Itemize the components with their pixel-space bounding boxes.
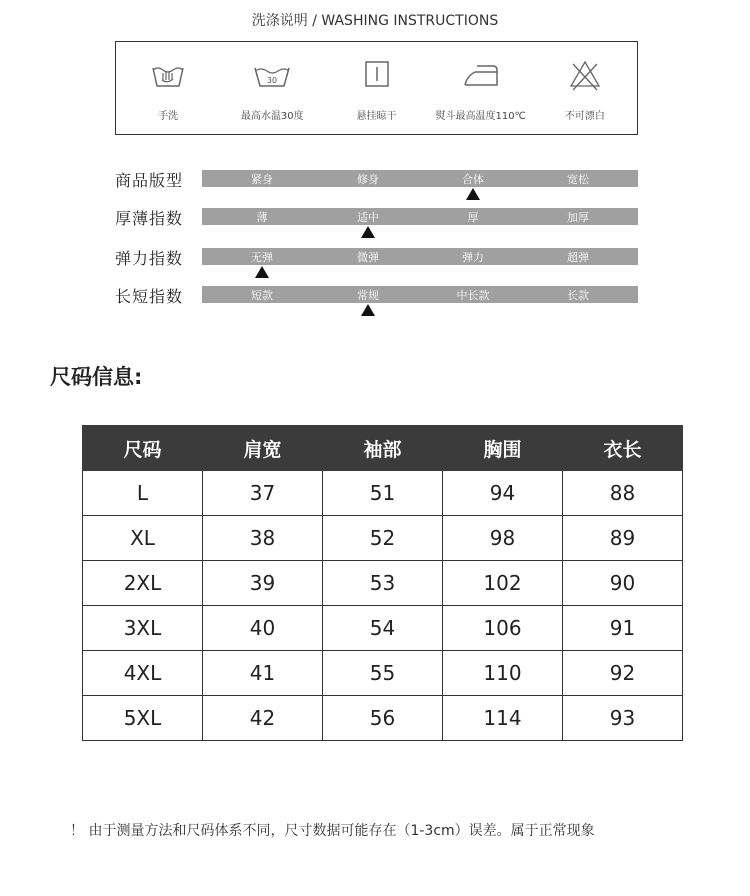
table-row bbox=[83, 516, 683, 561]
scale-option: 微弹 bbox=[357, 251, 379, 264]
wash-label: 手洗 bbox=[158, 111, 179, 122]
wash-item-hand-wash bbox=[116, 42, 220, 134]
scale-option: 短款 bbox=[251, 289, 273, 302]
scale-marker bbox=[361, 304, 375, 316]
table-cell: 56 bbox=[323, 696, 443, 741]
scale-option: 紧身 bbox=[251, 173, 273, 186]
scale-option: 加厚 bbox=[567, 211, 589, 224]
wash-label: 最高水温30度 bbox=[240, 111, 304, 122]
table-header-row bbox=[83, 426, 683, 471]
table-cell: XL bbox=[83, 516, 203, 561]
scale-option: 弹力 bbox=[462, 251, 484, 264]
table-cell: 114 bbox=[443, 696, 563, 741]
scale-fit bbox=[115, 170, 645, 190]
scale-option: 适中 bbox=[357, 211, 379, 224]
table-cell: 55 bbox=[323, 651, 443, 696]
scale-option: 薄 bbox=[256, 211, 268, 224]
scale-marker bbox=[255, 266, 269, 278]
table-header-cell: 肩宽 bbox=[203, 426, 323, 471]
table-cell: 94 bbox=[443, 471, 563, 516]
table-cell: 40 bbox=[203, 606, 323, 651]
wash-item-iron bbox=[429, 42, 533, 134]
scale-label: 厚薄指数 bbox=[115, 209, 184, 228]
scale-option: 超弹 bbox=[567, 251, 589, 264]
table-cell: 4XL bbox=[83, 651, 203, 696]
table-cell: 38 bbox=[203, 516, 323, 561]
table-cell: 91 bbox=[563, 606, 683, 651]
table-row bbox=[83, 696, 683, 741]
table-header-cell: 胸围 bbox=[443, 426, 563, 471]
hand-wash-icon bbox=[148, 58, 188, 92]
size-table bbox=[82, 425, 683, 741]
table-row bbox=[83, 651, 683, 696]
table-cell: 90 bbox=[563, 561, 683, 606]
scale-marker bbox=[361, 226, 375, 238]
table-cell: 53 bbox=[323, 561, 443, 606]
table-cell: 39 bbox=[203, 561, 323, 606]
scale-option: 常规 bbox=[357, 289, 379, 302]
scale-bar bbox=[202, 170, 638, 187]
table-cell: 3XL bbox=[83, 606, 203, 651]
size-info-heading: 尺码信息: bbox=[50, 365, 143, 389]
table-cell: 5XL bbox=[83, 696, 203, 741]
scale-option: 修身 bbox=[357, 173, 379, 186]
scale-option: 厚 bbox=[467, 211, 479, 224]
wash-label: 熨斗最高温度110℃ bbox=[435, 111, 526, 122]
wash-temp-text: 30 bbox=[267, 76, 278, 85]
table-cell: 102 bbox=[443, 561, 563, 606]
table-cell: 93 bbox=[563, 696, 683, 741]
iron-icon bbox=[461, 58, 501, 92]
table-cell: 98 bbox=[443, 516, 563, 561]
table-cell: 2XL bbox=[83, 561, 203, 606]
scale-thickness bbox=[115, 208, 645, 228]
table-header-cell: 衣长 bbox=[563, 426, 683, 471]
table-row bbox=[83, 471, 683, 516]
wash-label: 悬挂晾干 bbox=[356, 111, 397, 122]
scale-length bbox=[115, 286, 645, 306]
table-cell: 106 bbox=[443, 606, 563, 651]
wash-label: 不可漂白 bbox=[564, 111, 605, 122]
scale-option: 宽松 bbox=[567, 173, 589, 186]
washing-instructions-box bbox=[115, 41, 638, 135]
scale-bar bbox=[202, 286, 638, 303]
table-cell: 88 bbox=[563, 471, 683, 516]
scale-label: 弹力指数 bbox=[115, 249, 184, 268]
scale-marker bbox=[466, 188, 480, 200]
table-cell: 51 bbox=[323, 471, 443, 516]
scale-bar bbox=[202, 248, 638, 265]
table-row bbox=[83, 606, 683, 651]
scale-option: 长款 bbox=[567, 289, 589, 302]
scale-label: 商品版型 bbox=[115, 171, 184, 190]
table-cell: 54 bbox=[323, 606, 443, 651]
no-bleach-icon bbox=[565, 58, 605, 92]
scale-option: 合体 bbox=[462, 173, 484, 186]
table-row bbox=[83, 561, 683, 606]
table-cell: 110 bbox=[443, 651, 563, 696]
scale-elasticity bbox=[115, 248, 645, 268]
table-cell: 42 bbox=[203, 696, 323, 741]
table-cell: L bbox=[83, 471, 203, 516]
table-header-cell: 尺码 bbox=[83, 426, 203, 471]
wash-30-icon bbox=[252, 58, 292, 92]
scale-option: 中长款 bbox=[456, 289, 490, 302]
wash-item-30 bbox=[220, 42, 324, 134]
table-header-cell: 袖部 bbox=[323, 426, 443, 471]
table-cell: 52 bbox=[323, 516, 443, 561]
table-cell: 41 bbox=[203, 651, 323, 696]
wash-item-hang-dry bbox=[324, 42, 428, 134]
table-cell: 89 bbox=[563, 516, 683, 561]
scale-label: 长短指数 bbox=[115, 287, 184, 306]
hang-dry-icon bbox=[357, 58, 397, 92]
table-cell: 92 bbox=[563, 651, 683, 696]
measurement-note: ！ 由于测量方法和尺码体系不同，尺寸数据可能存在（1-3cm）误差。属于正常现象 bbox=[70, 823, 595, 839]
washing-title: 洗涤说明 / WASHING INSTRUCTIONS bbox=[251, 13, 499, 29]
scale-bar bbox=[202, 208, 638, 225]
wash-item-no-bleach bbox=[533, 42, 637, 134]
table-cell: 37 bbox=[203, 471, 323, 516]
scale-option: 无弹 bbox=[251, 251, 273, 264]
